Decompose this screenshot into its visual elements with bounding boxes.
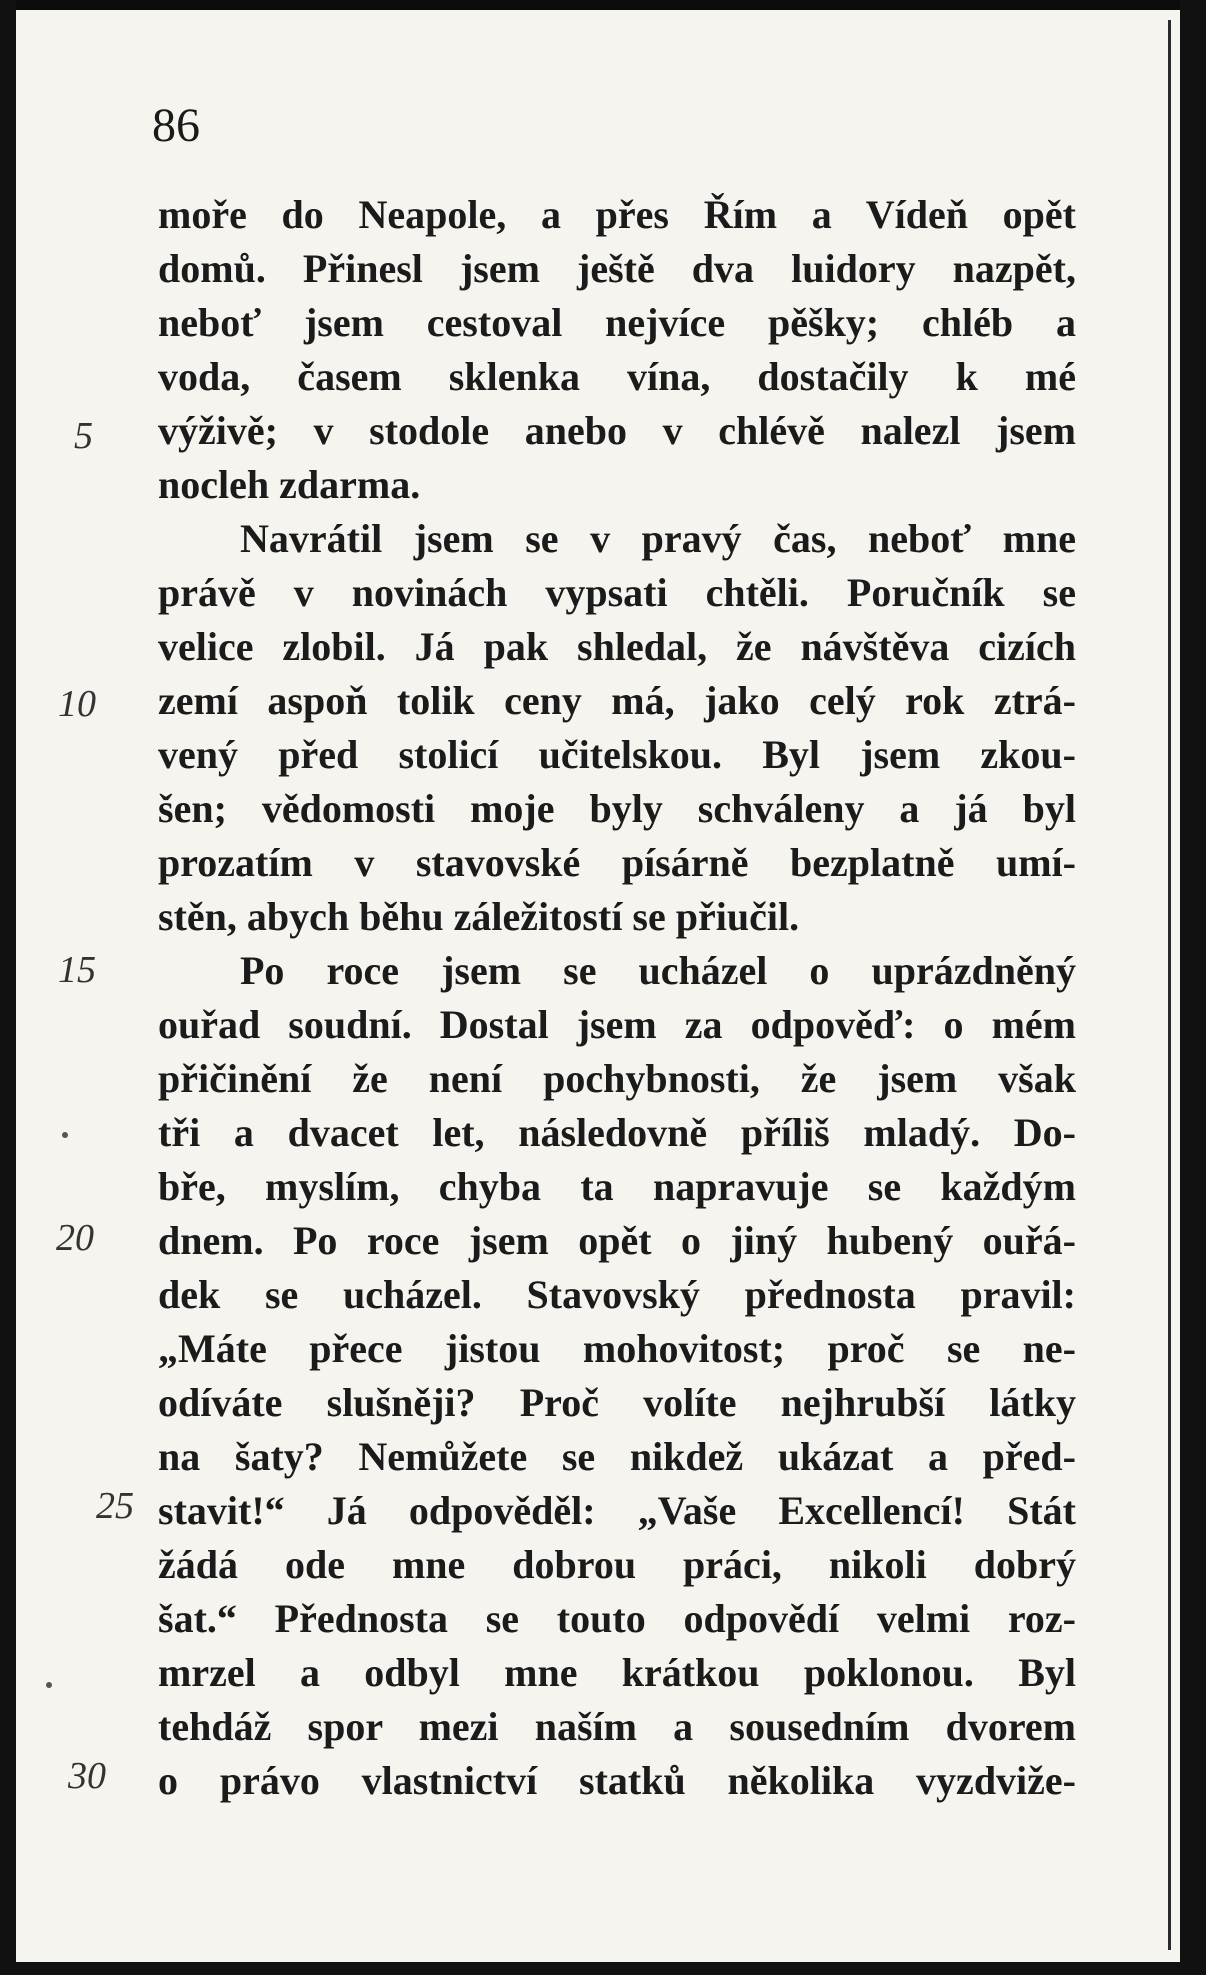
page-edge-line <box>1168 20 1171 1950</box>
text-line: neboť jsem cestoval nejvíce pěšky; chléb a <box>158 300 1076 345</box>
margin-note-25: 25 <box>96 1485 134 1527</box>
page-number: 86 <box>152 99 200 152</box>
text-line: Po roce jsem se ucházel o uprázdněný <box>240 948 1076 993</box>
text-line: tři a dvacet let, následovně příliš mladý. Do- <box>158 1110 1076 1155</box>
margin-note-5: 5 <box>74 415 93 457</box>
text-line: mrzel a odbyl mne krátkou poklonou. Byl <box>158 1650 1076 1695</box>
scan-speck <box>46 1682 52 1688</box>
text-line: prozatím v stavovské písárně bezplatně umí- <box>158 840 1076 885</box>
text-line: bře, myslím, chyba ta napravuje se každým <box>158 1164 1076 1209</box>
text-line: šen; vědomosti moje byly schváleny a já byl <box>158 786 1076 831</box>
scan-border-bottom <box>0 1962 1206 1975</box>
text-line: Navrátil jsem se v pravý čas, neboť mne <box>240 516 1076 561</box>
body-text <box>158 188 1076 1808</box>
text-line: tehdáž spor mezi naším a sousedním dvorem <box>158 1704 1076 1749</box>
margin-note-10: 10 <box>58 683 96 725</box>
text-line: „Máte přece jistou mohovitost; proč se ne- <box>158 1326 1076 1371</box>
text-line: ouřad soudní. Dostal jsem za odpověď: o mém <box>158 1002 1076 1047</box>
text-line: odíváte slušněji? Proč volíte nejhrubší látky <box>158 1380 1076 1425</box>
margin-note-20: 20 <box>56 1217 94 1259</box>
text-line: voda, časem sklenka vína, dostačily k mé <box>158 354 1076 399</box>
text-line: šat.“ Přednosta se touto odpovědí velmi roz- <box>158 1596 1076 1641</box>
text-line: stavit!“ Já odpověděl: „Vaše Excellencí! Stát <box>158 1488 1076 1533</box>
scan-border-left <box>0 0 16 1975</box>
text-line: dnem. Po roce jsem opět o jiný hubený ouřá- <box>158 1218 1076 1263</box>
text-line: nocleh zdarma. <box>158 462 421 507</box>
text-line: zemí aspoň tolik ceny má, jako celý rok ztrá- <box>158 678 1076 723</box>
text-line: dek se ucházel. Stavovský přednosta pravil: <box>158 1272 1076 1317</box>
text-line: přičinění že není pochybnosti, že jsem však <box>158 1056 1076 1101</box>
text-line: vený před stolicí učitelskou. Byl jsem zkou- <box>158 732 1076 777</box>
text-line: velice zlobil. Já pak shledal, že návštěva cizích <box>158 624 1076 669</box>
text-line: na šaty? Nemůžete se nikdež ukázat a před- <box>158 1434 1076 1479</box>
scan-border-top <box>0 0 1206 10</box>
text-line: o právo vlastnictví statků několika vyzdviže- <box>158 1758 1076 1803</box>
text-line: právě v novinách vypsati chtěli. Poručník se <box>158 570 1076 615</box>
text-line: výživě; v stodole anebo v chlévě nalezl jsem <box>158 408 1076 453</box>
margin-note-15: 15 <box>58 949 96 991</box>
text-line: domů. Přinesl jsem ještě dva luidory nazpět, <box>158 246 1076 291</box>
text-line: žádá ode mne dobrou práci, nikoli dobrý <box>158 1542 1076 1587</box>
scan-border-right <box>1180 0 1206 1975</box>
margin-note-30: 30 <box>68 1755 106 1797</box>
text-line: moře do Neapole, a přes Řím a Vídeň opět <box>158 192 1076 237</box>
scan-speck <box>62 1132 68 1138</box>
text-line: stěn, abych běhu záležitostí se přiučil. <box>158 894 800 939</box>
